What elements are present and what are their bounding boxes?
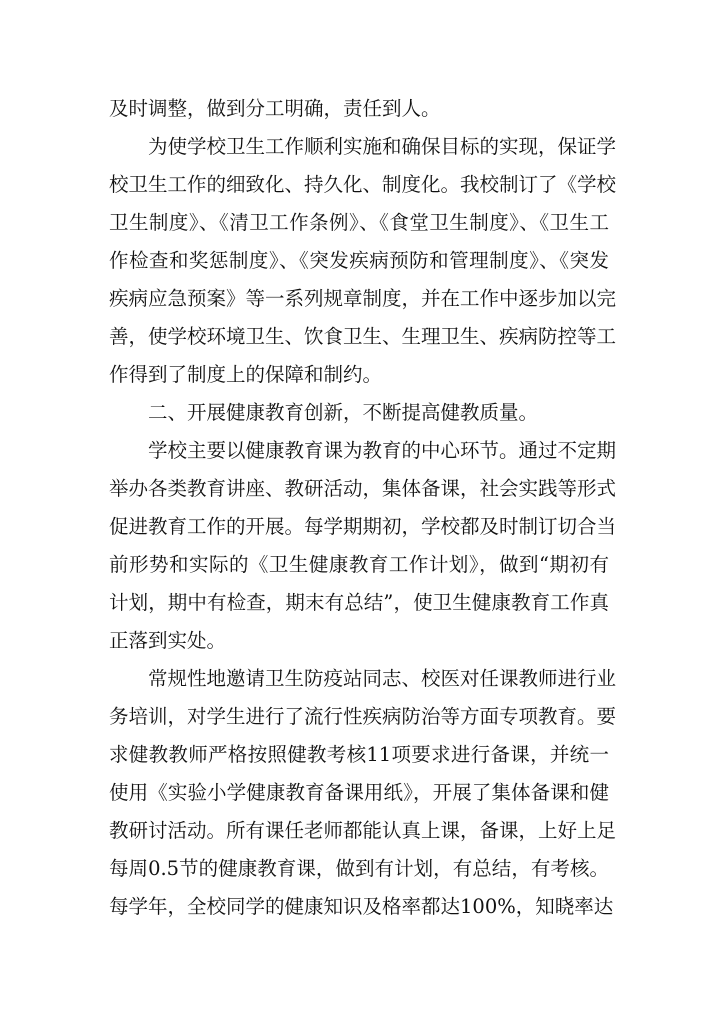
paragraph-line: 为使学校卫生工作顺利实施和确保目标的实现，保证学	[148, 135, 617, 158]
paragraph-line: 前形势和实际的《卫生健康教育工作计划》，做到“期初有	[109, 553, 609, 576]
paragraph-line: 疾病应急预案》等一系列规章制度，并在工作中逐步加以完	[109, 287, 617, 310]
paragraph-line: 卫生制度》、《清卫工作条例》、《食堂卫生制度》、《卫生工	[109, 211, 609, 234]
paragraph-line: 每周0.5节的健康教育课，做到有计划，有总结，有考核。	[109, 857, 609, 880]
paragraph-line: 正落到实处。	[109, 629, 227, 652]
paragraph-line: 教研讨活动。所有课任老师都能认真上课，备课，上好上足	[109, 819, 617, 842]
paragraph-line: 举办各类教育讲座、教研活动，集体备课，社会实践等形式	[109, 477, 617, 500]
paragraph-line: 校卫生工作的细致化、持久化、制度化。我校制订了《学校	[109, 173, 617, 196]
paragraph-line: 求健教教师严格按照健教考核11项要求进行备课，并统一	[109, 743, 609, 766]
section-heading: 二、开展健康教育创新，不断提高健教质量。	[148, 401, 539, 424]
paragraph-line: 使用《实验小学健康教育备课用纸》，开展了集体备课和健	[109, 781, 609, 804]
paragraph-line: 促进教育工作的开展。每学期期初，学校都及时制订切合当	[109, 515, 617, 538]
paragraph-line: 学校主要以健康教育课为教育的中心环节。通过不定期	[148, 439, 617, 462]
paragraph-line: 每学年，全校同学的健康知识及格率都达100%，知晓率达	[109, 895, 614, 918]
paragraph-line: 作检查和奖惩制度》、《突发疾病预防和管理制度》、《突发	[109, 249, 609, 272]
paragraph-line: 务培训，对学生进行了流行性疾病防治等方面专项教育。要	[109, 705, 617, 728]
paragraph-line: 常规性地邀请卫生防疫站同志、校医对任课教师进行业	[148, 667, 617, 690]
paragraph-line: 善，使学校环境卫生、饮食卫生、生理卫生、疾病防控等工	[109, 325, 617, 348]
paragraph-line: 计划，期中有检查，期末有总结”，使卫生健康教育工作真	[109, 591, 609, 614]
body-text	[109, 90, 617, 926]
paragraph-line: 作得到了制度上的保障和制约。	[109, 363, 383, 386]
paragraph-line: 及时调整，做到分工明确，责任到人。	[109, 97, 441, 120]
